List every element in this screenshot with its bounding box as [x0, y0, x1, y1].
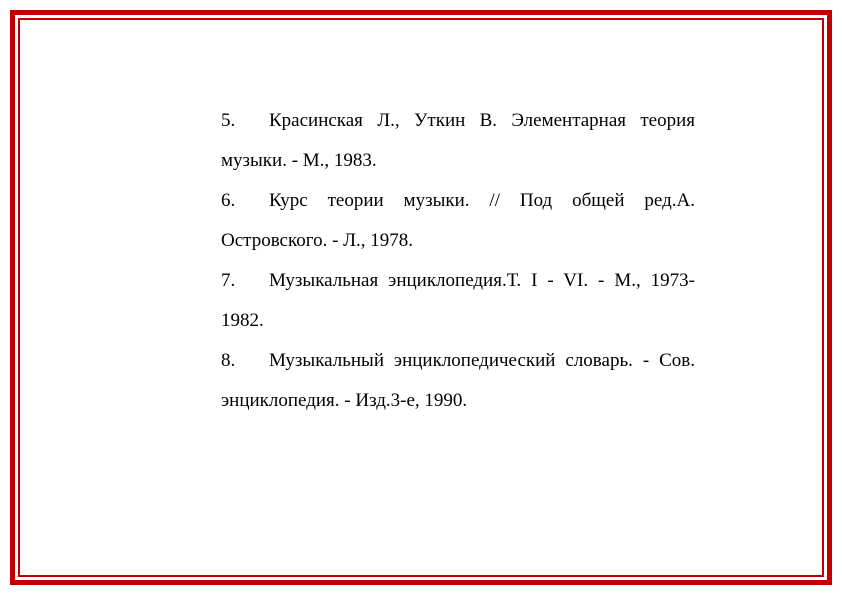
reference-list — [221, 101, 695, 421]
reference-text: Красинская Л., Уткин В. Элементарная теория музыки. - М., 1983. — [221, 110, 695, 171]
reference-text: Музыкальная энциклопедия.Т. I - VI. - М., 1973-1982. — [221, 270, 695, 331]
reference-item-8 — [221, 341, 695, 421]
reference-number: 6. — [221, 190, 236, 211]
reference-item-6 — [221, 181, 695, 261]
reference-text: Музыкальный энциклопедический словарь. - Сов. энциклопедия. - Изд.3-е, 1990. — [221, 350, 695, 411]
reference-item-5 — [221, 101, 695, 181]
reference-item-7 — [221, 261, 695, 341]
reference-text: Курс теории музыки. // Под общей ред.А. Островского. - Л., 1978. — [221, 190, 695, 251]
reference-number: 8. — [221, 350, 236, 371]
reference-number: 7. — [221, 270, 236, 291]
reference-number: 5. — [221, 110, 236, 131]
